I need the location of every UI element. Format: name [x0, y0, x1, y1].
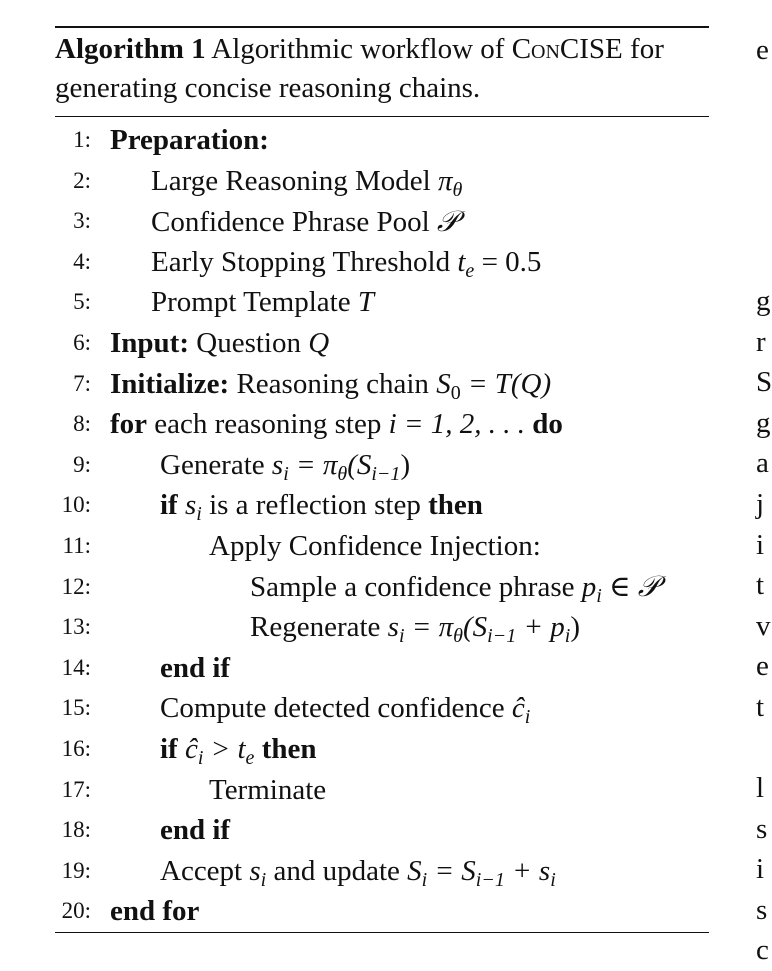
line-number: 11:: [62, 532, 91, 558]
keyword-if: if: [160, 489, 178, 522]
algorithm-line-7: [55, 364, 709, 405]
algorithm-label: Algorithm 1: [55, 33, 206, 65]
line-number: 16:: [61, 735, 91, 761]
margin-letter: c: [756, 934, 769, 966]
math-rest: = S: [427, 854, 476, 887]
math-subscript: i: [564, 625, 571, 648]
line-text: and update: [266, 854, 408, 887]
math-symbol: p: [581, 570, 597, 603]
line-number: 6:: [73, 329, 91, 355]
algorithm-line-12: [55, 567, 709, 608]
line-content: [110, 120, 269, 161]
line-content: [209, 526, 541, 567]
line-content: [110, 891, 199, 932]
math-symbol: i = 1, 2, . . .: [388, 408, 533, 441]
algorithm-line-6: [55, 323, 709, 364]
line-number: 3:: [73, 208, 91, 234]
line-text: Compute detected confidence: [160, 692, 512, 725]
math-subscript: i: [550, 868, 556, 891]
line-number: 7:: [73, 370, 91, 396]
line-number: 9:: [73, 451, 91, 477]
keyword-input: Input:: [110, 326, 189, 359]
math-subscript: θ: [337, 462, 348, 485]
math-symbol: S: [407, 854, 422, 887]
line-text: each reasoning step: [147, 408, 389, 441]
math-rest: > t: [203, 732, 246, 765]
algorithm-line-16: [55, 729, 709, 770]
margin-letter: t: [756, 569, 765, 601]
algorithm-line-18: [55, 810, 709, 851]
line-content: [209, 770, 326, 811]
math-rest: (S: [347, 448, 372, 481]
algorithm-line-3: [55, 201, 709, 242]
math-rest: = T(Q): [460, 367, 552, 400]
line-text: Sample a confidence phrase: [250, 570, 582, 603]
math-subscript: e: [465, 259, 475, 282]
line-number: 12:: [61, 573, 91, 599]
line-text: Prompt Template: [151, 286, 358, 319]
line-number: 8:: [73, 411, 91, 437]
math-symbol: s: [271, 448, 284, 481]
math-subscript: 0: [450, 381, 461, 404]
math-subscript: i−1: [487, 625, 517, 648]
math-rest: ): [400, 448, 411, 481]
math-symbol: s: [387, 611, 399, 644]
line-text: Reasoning chain: [229, 367, 437, 400]
line-number: 1:: [73, 127, 91, 152]
margin-letter: e: [756, 650, 769, 682]
margin-letter: a: [756, 447, 769, 479]
math-rest: ): [570, 611, 581, 644]
line-text: Accept: [160, 854, 250, 887]
margin-letter: r: [756, 326, 766, 358]
math-subscript: e: [245, 746, 255, 769]
math-rest: = 0.5: [474, 245, 542, 278]
math-symbol: t: [457, 245, 466, 278]
algorithm-line-5: [55, 282, 709, 323]
math-symbol: ĉ: [177, 732, 198, 765]
line-number: 14:: [61, 654, 91, 680]
math-subscript: i: [596, 584, 602, 607]
line-text: Question: [189, 326, 309, 359]
math-rest: = π: [404, 611, 454, 644]
math-subscript: i: [283, 462, 289, 485]
margin-letter: l: [756, 772, 765, 804]
math-subscript: i: [197, 746, 204, 769]
algorithm-line-1: [55, 120, 709, 161]
keyword-do: do: [532, 408, 563, 441]
algorithm-caption: [55, 28, 709, 116]
keyword-for: for: [110, 408, 148, 441]
math-subscript: i: [260, 868, 267, 891]
algorithm-line-10: [55, 485, 709, 526]
algorithm-line-2: [55, 161, 709, 202]
math-symbol: S: [436, 367, 451, 400]
caption-text-after: for generating concise reasoning chains.: [55, 33, 664, 104]
line-text: Confidence Phrase Pool: [151, 206, 437, 239]
margin-letter: j: [756, 488, 765, 520]
math-subscript: i: [421, 868, 428, 891]
keyword-end-if: end if: [160, 651, 231, 684]
line-text: Regenerate: [250, 611, 388, 644]
keyword-end-if: end if: [160, 814, 231, 847]
algorithm-line-4: [55, 242, 709, 283]
margin-letter: s: [756, 894, 768, 926]
line-content: [160, 648, 230, 689]
algorithm-line-8: [55, 404, 709, 445]
margin-letter: g: [756, 285, 771, 317]
margin-letter: t: [756, 691, 765, 723]
bottom-rule: [55, 932, 709, 933]
math-subscript: i−1: [475, 868, 505, 891]
math-subscript: θ: [452, 178, 463, 201]
line-number: 5:: [73, 289, 91, 315]
math-symbol: ĉ: [511, 692, 525, 725]
math-rest: + s: [504, 854, 551, 887]
line-number: 17:: [61, 776, 91, 802]
algorithm-line-9: [55, 445, 709, 486]
line-number: 20:: [61, 898, 91, 924]
margin-letter: v: [756, 610, 771, 642]
math-symbol: 𝒫: [436, 204, 458, 239]
math-rest: (S: [462, 611, 488, 644]
line-content: [160, 810, 230, 851]
margin-letter: g: [756, 407, 771, 439]
keyword-initialize: Initialize:: [110, 367, 230, 400]
line-content: [151, 282, 374, 323]
keyword-preparation: Preparation:: [110, 124, 269, 156]
margin-letter: i: [756, 529, 765, 561]
math-subscript: θ: [453, 625, 463, 648]
algorithm-box: [55, 26, 709, 933]
line-number: 13:: [61, 614, 91, 640]
margin-letter: s: [756, 813, 768, 845]
math-subscript: i: [398, 625, 405, 648]
math-symbol: T: [357, 286, 374, 319]
line-number: 10:: [61, 492, 91, 518]
margin-letter: S: [756, 366, 772, 398]
line-number: 19:: [61, 857, 91, 883]
math-symbol: s: [249, 854, 261, 887]
algorithm-line-13: [55, 607, 709, 648]
line-text: Terminate: [209, 773, 327, 806]
line-number: 4:: [73, 248, 91, 274]
keyword-end-for: end for: [110, 895, 200, 928]
line-text: Large Reasoning Model: [151, 164, 438, 197]
line-content: [110, 404, 563, 445]
line-content: [110, 323, 329, 364]
math-subscript: i−1: [371, 462, 401, 485]
line-text: is a reflection step: [201, 489, 429, 522]
line-text: Early Stopping Threshold: [151, 245, 458, 278]
algorithm-line-20: [55, 891, 709, 932]
line-text: Apply Confidence Injection:: [209, 529, 541, 562]
math-rest: = π: [288, 448, 338, 481]
margin-letter: i: [756, 853, 765, 885]
algorithm-line-14: [55, 648, 709, 689]
math-symbol: Q: [308, 326, 330, 359]
line-number: 18:: [61, 817, 91, 843]
caption-text-before: Algorithmic workflow of: [205, 33, 512, 65]
algorithm-line-17: [55, 770, 709, 811]
algorithm-line-15: [55, 688, 709, 729]
line-content: [151, 201, 458, 243]
math-symbol: s: [177, 489, 197, 522]
keyword-then: then: [428, 489, 483, 522]
math-symbol: π: [437, 164, 453, 197]
line-number: 2:: [73, 167, 91, 193]
keyword-if: if: [160, 732, 178, 765]
math-subscript: i: [196, 503, 202, 526]
method-name: ConCISE: [511, 33, 623, 65]
line-text: Generate: [160, 448, 272, 481]
algorithm-lines: [55, 117, 709, 932]
algorithm-line-19: [55, 851, 709, 892]
algorithm-line-11: [55, 526, 709, 567]
line-number: 15:: [61, 695, 91, 721]
math-rest: ∈ 𝒫: [601, 570, 659, 603]
margin-letter: e: [756, 34, 769, 66]
keyword-then: then: [254, 732, 317, 765]
math-rest: + p: [516, 611, 565, 644]
math-subscript: i: [524, 706, 531, 729]
